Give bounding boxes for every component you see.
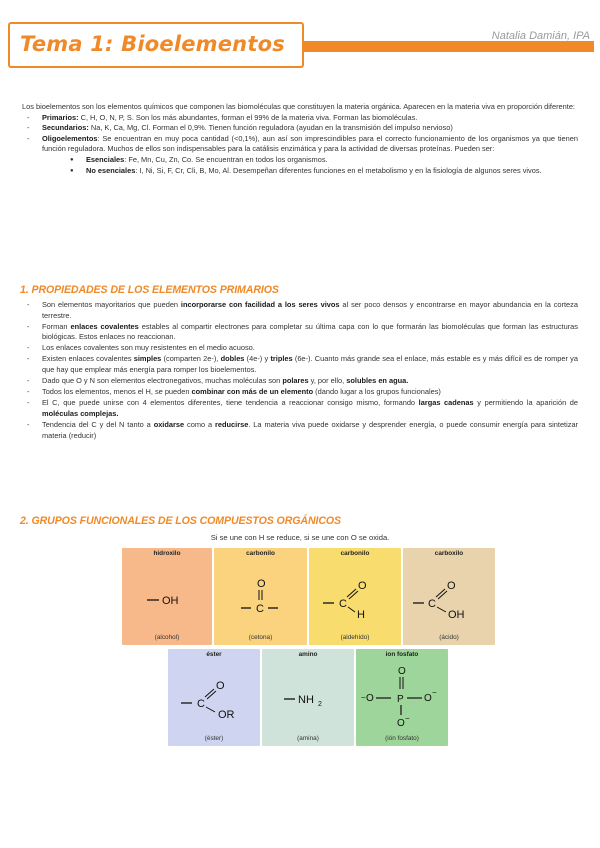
svg-text:C: C xyxy=(428,598,436,610)
list-item: - Secundarios: Na, K, Ca, Mg, Cl. Forman el 0,9%. Tienen función reguladora (ayudan en la transmisión del impulso nervioso) xyxy=(22,123,578,134)
svg-text:O: O xyxy=(424,693,432,704)
phosphate-formula xyxy=(356,649,448,746)
properties-list xyxy=(22,300,578,441)
property-item: - Son elementos mayoritarios que pueden incorporarse con facilidad a los seres vivos al ser poco densos y encontrarse en mayor abundancia en la corteza terrestre. xyxy=(22,300,578,321)
section-2-heading: 2. GRUPOS FUNCIONALES DE LOS COMPUESTOS ORGÁNICOS xyxy=(20,515,341,527)
ester-formula xyxy=(168,649,260,746)
svg-text:C: C xyxy=(197,698,205,710)
svg-text:O: O xyxy=(216,680,225,692)
svg-text:O: O xyxy=(447,580,456,592)
title-box xyxy=(8,22,304,68)
svg-text:C: C xyxy=(339,598,347,610)
group-name: carbonilo xyxy=(340,550,370,557)
functional-group-carboxyl xyxy=(403,548,495,645)
property-item: - Los enlaces covalentes son muy resistentes en el medio acuoso. xyxy=(22,343,578,354)
oligo-sublist xyxy=(42,155,578,176)
functional-group-phosphate xyxy=(356,649,448,746)
svg-text:NH: NH xyxy=(298,694,314,706)
svg-text:O: O xyxy=(257,578,266,590)
svg-text:OH: OH xyxy=(162,595,179,607)
svg-text:O: O xyxy=(358,580,367,592)
svg-text:OR: OR xyxy=(218,709,235,721)
functional-groups-caption: Si se une con H se reduce, si se une con O se oxida. xyxy=(210,533,390,542)
ketone-formula xyxy=(214,548,307,645)
functional-group-amino xyxy=(262,649,354,746)
element-type-list xyxy=(22,113,578,177)
group-subtitle: (alcohol) xyxy=(154,634,180,641)
property-item: - Todos los elementos, menos el H, se pueden combinar con más de un elemento (dando lugar a los grupos funcionales) xyxy=(22,387,578,398)
intro-section xyxy=(22,102,578,176)
svg-text:C: C xyxy=(256,603,264,615)
functional-group-ester xyxy=(168,649,260,746)
list-item: ● Esenciales: Fe, Mn, Cu, Zn, Co. Se encuentran en todos los organismos. xyxy=(66,155,578,166)
property-item: - Forman enlaces covalentes estables al compartir electrones para completar su última capa con lo que formarán las biomoléculas que forman las estructuras biológicas. Estos enlaces no reaccionan. xyxy=(22,322,578,343)
list-item: - Primarios: C, H, O, N, P, S. Son los más abundantes, forman el 99% de la materia viva. Forman las biomoléculas. xyxy=(22,113,578,124)
svg-text:−: − xyxy=(432,688,437,697)
group-name: carbonilo xyxy=(246,550,275,557)
svg-text:H: H xyxy=(357,609,365,621)
group-name: amino xyxy=(298,651,318,658)
group-name: ion fosfato xyxy=(385,651,419,658)
section-1-heading: 1. PROPIEDADES DE LOS ELEMENTOS PRIMARIOS xyxy=(20,284,279,296)
page-title: Tema 1: Bioelementos xyxy=(20,32,285,56)
aldehyde-formula xyxy=(309,548,401,645)
group-subtitle: (ácido) xyxy=(439,634,459,641)
property-item: - Tendencia del C y del N tanto a oxidarse como a reducirse. La materia viva puede oxidarse y desprender energía, o puede consumir energía para sintetizar materia (reducir) xyxy=(22,420,578,441)
functional-group-carbonyl-aldehyde xyxy=(309,548,401,645)
svg-text:O: O xyxy=(398,666,406,677)
carboxyl-formula xyxy=(403,548,495,645)
group-subtitle: (amina) xyxy=(297,735,319,742)
hydroxyl-formula xyxy=(122,548,212,645)
functional-group-hydroxyl xyxy=(122,548,212,645)
property-item: - Dado que O y N son elementos electronegativos, muchas moléculas son polares y, por ello, solubles en agua. xyxy=(22,376,578,387)
group-subtitle: (éster) xyxy=(204,735,224,742)
intro-paragraph: Los bioelementos son los elementos químicos que componen las biomoléculas que constituyen la materia orgánica. Aparecen en la materia viva en proporción diferente: xyxy=(22,102,575,111)
property-item: - Existen enlaces covalentes simples (comparten 2e-), dobles (4e-) y triples (6e-). Cuanto más grande sea el enlace, más estable es y más difícil es de romper ya que hay que emplear más energía para romper los bioelementos. xyxy=(22,354,578,375)
list-item: - Oligoelementos: Se encuentran en muy poca cantidad (<0,1%), aun así son imprescindibles para el correcto funcionamiento de los organismos ya que tienen función reguladora. Muchos de ellos son indispensables para la catálisis enzimática y para la actividad de diversas proteínas. Pueden ser: ● Esenciales: Fe, Mn, Cu, Zn, Co. Se encuentran en todos los organismos. ● No esenciales: I, Ni, Si, F, Cr, Cli, B, Mo, Al. Desempeñan diferentes funciones en el metabolismo y en la fisiología de algunos seres vivos. xyxy=(22,134,578,176)
list-item: ● No esenciales: I, Ni, Si, F, Cr, Cli, B, Mo, Al. Desempeñan diferentes funciones en el metabolismo y en la fisiología de algunos seres vivos. xyxy=(66,166,578,177)
svg-text:P: P xyxy=(397,694,404,705)
svg-text:2: 2 xyxy=(318,701,322,708)
group-name: hidroxilo xyxy=(153,550,181,557)
group-subtitle: (cetona) xyxy=(248,634,273,641)
svg-text:−: − xyxy=(405,714,410,723)
amino-formula xyxy=(262,649,354,746)
group-name: éster xyxy=(206,651,222,658)
svg-text:−: − xyxy=(361,693,366,702)
svg-text:OH: OH xyxy=(448,609,465,621)
svg-text:O: O xyxy=(397,718,405,729)
title-accent-bar xyxy=(304,41,594,52)
group-name: carboxilo xyxy=(434,550,464,557)
properties-section xyxy=(22,300,578,442)
functional-group-carbonyl-ketone xyxy=(214,548,307,645)
group-subtitle: (ión fosfato) xyxy=(385,735,419,742)
svg-text:O: O xyxy=(366,693,374,704)
author-name: Natalia Damián, IPA xyxy=(491,30,590,42)
group-subtitle: (aldehído) xyxy=(340,634,370,641)
property-item: - El C, que puede unirse con 4 elementos diferentes, tiene tendencia a reaccionar consigo mismo, formando largas cadenas y permitiendo la aparición de moléculas complejas. xyxy=(22,398,578,419)
